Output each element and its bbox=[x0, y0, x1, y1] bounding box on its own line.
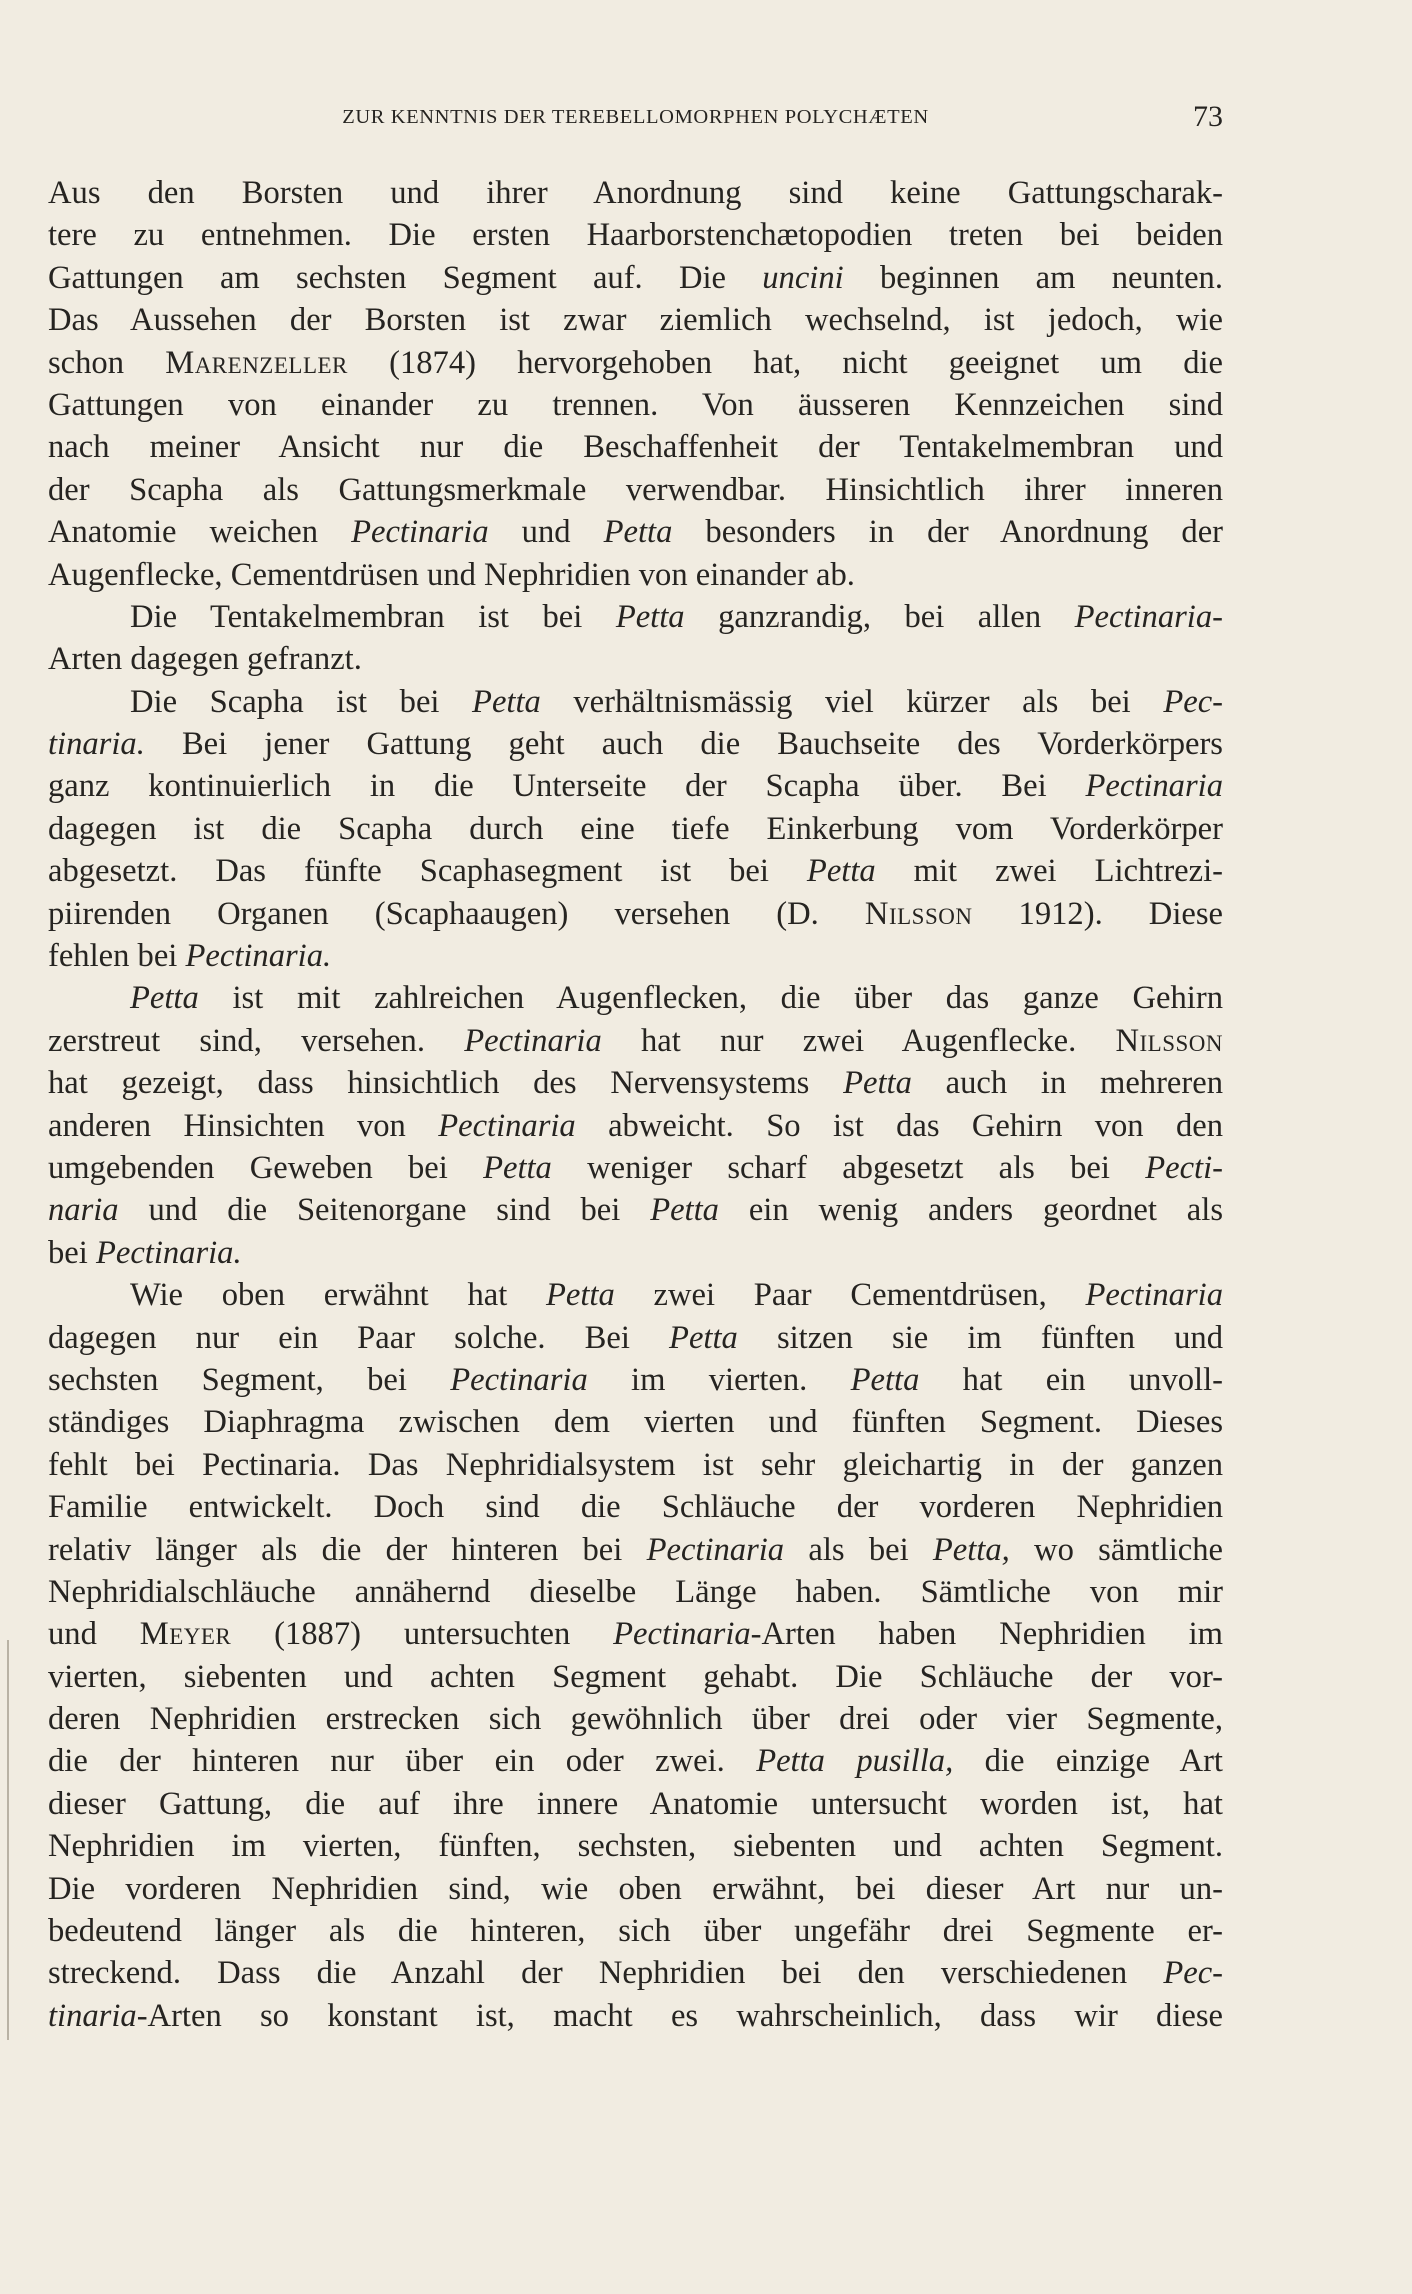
text-run: hat ein unvoll- bbox=[919, 1361, 1223, 1398]
text-line bbox=[48, 1952, 1223, 1994]
body-text bbox=[48, 172, 1223, 2037]
text-run: zerstreut sind, versehen. bbox=[48, 1022, 465, 1059]
text-run: Die Tentakelmembran ist bei bbox=[130, 598, 616, 635]
text-run: ganz kontinuierlich in die Unterseite der Scapha über. Bei bbox=[48, 768, 1086, 805]
italic-term: Petta bbox=[546, 1277, 615, 1314]
text-line bbox=[48, 977, 1223, 1019]
text-line bbox=[48, 426, 1223, 468]
text-run: -Arten haben Nephridien im bbox=[750, 1616, 1223, 1653]
text-run: im vierten. bbox=[587, 1361, 851, 1398]
text-line bbox=[48, 1740, 1223, 1782]
italic-term: Pectinaria- bbox=[1074, 598, 1223, 635]
text-line bbox=[48, 1995, 1223, 2037]
text-run: als bei bbox=[784, 1531, 933, 1568]
text-line bbox=[48, 1825, 1223, 1867]
text-run: 1912). Diese bbox=[972, 895, 1223, 932]
author-name: Meyer bbox=[139, 1616, 232, 1653]
text-line bbox=[48, 1232, 1223, 1274]
text-line bbox=[48, 1274, 1223, 1316]
italic-term: Pectinaria bbox=[1085, 1277, 1223, 1314]
italic-term: Petta bbox=[130, 980, 199, 1017]
text-line bbox=[48, 469, 1223, 511]
italic-term: Pecti- bbox=[1145, 1149, 1223, 1186]
text-run: die der hinteren nur über ein oder zwei. bbox=[48, 1743, 757, 1780]
text-line bbox=[48, 893, 1223, 935]
italic-term: Pectinaria bbox=[646, 1531, 785, 1568]
text-run: und bbox=[48, 1616, 140, 1653]
text-line bbox=[48, 1910, 1223, 1952]
text-run: (1874) hervorgehoben hat, nicht geeignet um die bbox=[347, 344, 1223, 381]
italic-term: tinaria. bbox=[48, 726, 145, 763]
text-run: sechsten Segment, bei bbox=[48, 1361, 451, 1398]
text-line bbox=[48, 808, 1223, 850]
text-run: weniger scharf abgesetzt als bei bbox=[551, 1149, 1146, 1186]
text-line bbox=[48, 850, 1223, 892]
text-run: zwei Paar Cementdrüsen, bbox=[614, 1277, 1086, 1314]
text-run: ganzrandig, bei allen bbox=[684, 598, 1075, 635]
text-run: Familie entwickelt. Doch sind die Schläuche der vorderen Nephridien bbox=[48, 1489, 1223, 1526]
text-line bbox=[48, 1189, 1223, 1231]
italic-term: Petta bbox=[650, 1192, 719, 1229]
italic-term: Pec- bbox=[1163, 1955, 1223, 1992]
italic-term: uncini bbox=[762, 259, 844, 296]
italic-term: Petta bbox=[472, 683, 541, 720]
italic-term: tinaria bbox=[48, 1997, 137, 2034]
italic-term: Petta bbox=[603, 514, 673, 551]
author-name: Nilsson bbox=[864, 895, 973, 932]
text-run: abgesetzt. Das fünfte Scaphasegment ist bei bbox=[48, 853, 807, 890]
text-run: tere zu entnehmen. Die ersten Haarborstenchætopodien treten bei beiden bbox=[48, 217, 1223, 254]
text-run: Nephridialschläuche annähernd dieselbe Länge haben. Sämtliche von mir bbox=[48, 1573, 1223, 1610]
text-run: ist mit zahlreichen Augenflecken, die über das ganze Gehirn bbox=[198, 980, 1223, 1017]
italic-term: naria bbox=[48, 1192, 119, 1229]
text-line bbox=[48, 384, 1223, 426]
text-run: piirenden Organen (Scaphaaugen) versehen (D. bbox=[48, 895, 865, 932]
text-run: Das Aussehen der Borsten ist zwar ziemlich wechselnd, ist jedoch, wie bbox=[48, 302, 1223, 339]
running-head bbox=[48, 100, 1223, 134]
text-run: vierten, siebenten und achten Segment gehabt. Die Schläuche der vor- bbox=[48, 1658, 1223, 1695]
text-line bbox=[48, 681, 1223, 723]
text-line bbox=[48, 1317, 1223, 1359]
text-line bbox=[48, 935, 1223, 977]
text-line bbox=[48, 1571, 1223, 1613]
text-run: abweicht. So ist das Gehirn von den bbox=[575, 1107, 1223, 1144]
text-run: schon bbox=[48, 344, 166, 381]
text-line bbox=[48, 342, 1223, 384]
italic-term: Pectinaria. bbox=[185, 938, 332, 975]
text-run: bei bbox=[48, 1234, 96, 1271]
text-run: Aus den Borsten und ihrer Anordnung sind keine Gattungscharak- bbox=[48, 175, 1223, 211]
italic-term: Pectinaria bbox=[464, 1022, 602, 1059]
text-line bbox=[48, 1698, 1223, 1740]
italic-term: Pectinaria. bbox=[95, 1234, 242, 1271]
text-line bbox=[48, 1486, 1223, 1528]
text-line bbox=[48, 1613, 1223, 1655]
text-run: beginnen am neunten. bbox=[843, 259, 1223, 296]
text-line bbox=[48, 214, 1223, 256]
text-run: umgebenden Geweben bei bbox=[48, 1149, 484, 1186]
text-line bbox=[48, 1783, 1223, 1825]
italic-term: Pectinaria bbox=[438, 1107, 576, 1144]
text-line bbox=[48, 1020, 1223, 1062]
text-run: hat nur zwei Augenflecke. bbox=[601, 1022, 1116, 1059]
margin-mark bbox=[7, 1640, 9, 2040]
text-line bbox=[48, 554, 1223, 596]
text-run: relativ länger als die der hinteren bei bbox=[48, 1531, 647, 1568]
text-line bbox=[48, 723, 1223, 765]
text-run: verhältnismässig viel kürzer als bei bbox=[540, 683, 1164, 720]
text-run: -Arten so konstant ist, macht es wahrscheinlich, dass wir diese bbox=[136, 1997, 1223, 2034]
italic-term: Petta bbox=[669, 1319, 738, 1356]
text-run: streckend. Dass die Anzahl der Nephridien bei den verschiedenen bbox=[48, 1955, 1164, 1992]
running-title: ZUR KENNTNIS DER TEREBELLOMORPHEN POLYCHÆTEN bbox=[342, 106, 929, 128]
text-run: Anatomie weichen bbox=[48, 514, 352, 551]
italic-term: Pectinaria bbox=[351, 514, 489, 551]
italic-term: Petta pusilla, bbox=[756, 1743, 954, 1780]
text-line bbox=[48, 1401, 1223, 1443]
text-run: fehlt bei Pectinaria. Das Nephridialsystem ist sehr gleichartig in der ganzen bbox=[48, 1446, 1223, 1483]
text-run: und bbox=[488, 514, 604, 551]
text-run: hat gezeigt, dass hinsichtlich des Nervensystems bbox=[48, 1065, 844, 1102]
text-run: fehlen bei bbox=[48, 938, 186, 975]
italic-term: Pectinaria bbox=[1085, 768, 1223, 805]
italic-term: Petta bbox=[615, 598, 685, 635]
text-run: Die vorderen Nephridien sind, wie oben erwähnt, bei dieser Art nur un- bbox=[48, 1870, 1223, 1907]
text-run: der Scapha als Gattungsmerkmale verwendbar. Hinsichtlich ihrer inneren bbox=[48, 471, 1223, 508]
italic-term: Pectinaria bbox=[450, 1361, 588, 1398]
text-line bbox=[48, 765, 1223, 807]
text-line bbox=[48, 511, 1223, 553]
text-line bbox=[48, 1444, 1223, 1486]
page-number: 73 bbox=[1193, 100, 1223, 133]
author-name: Nilsson bbox=[1115, 1022, 1223, 1059]
text-line bbox=[48, 299, 1223, 341]
text-line bbox=[48, 1062, 1223, 1104]
text-line bbox=[48, 1105, 1223, 1147]
text-run: dagegen ist die Scapha durch eine tiefe Einkerbung vom Vorderkörper bbox=[48, 810, 1223, 847]
text-run: Wie oben erwähnt hat bbox=[130, 1277, 546, 1314]
text-line bbox=[48, 1529, 1223, 1571]
text-run: deren Nephridien erstrecken sich gewöhnlich über drei oder vier Segmente, bbox=[48, 1701, 1223, 1738]
text-run: Augenflecke, Cementdrüsen und Nephridien von einander ab. bbox=[48, 556, 855, 593]
italic-term: Pectinaria bbox=[613, 1616, 751, 1653]
italic-term: Petta bbox=[806, 853, 876, 890]
text-run: auch in mehreren bbox=[911, 1065, 1223, 1102]
text-run: Bei jener Gattung geht auch die Bauchseite des Vorderkörpers bbox=[144, 726, 1223, 763]
text-run: Nephridien im vierten, fünften, sechsten, siebenten und achten Segment. bbox=[48, 1828, 1223, 1865]
text-run: sitzen sie im fünften und bbox=[737, 1319, 1223, 1356]
italic-term: Pec- bbox=[1163, 683, 1223, 720]
text-run: anderen Hinsichten von bbox=[48, 1107, 439, 1144]
text-run: Gattungen am sechsten Segment auf. Die bbox=[48, 259, 763, 296]
text-run: bedeutend länger als die hinteren, sich über ungefähr drei Segmente er- bbox=[48, 1913, 1223, 1950]
italic-term: Petta bbox=[843, 1065, 912, 1102]
text-run: Gattungen von einander zu trennen. Von äusseren Kennzeichen sind bbox=[48, 386, 1223, 423]
text-run: dagegen nur ein Paar solche. Bei bbox=[48, 1319, 670, 1356]
text-run: besonders in der Anordnung der bbox=[672, 514, 1223, 551]
text-run: die einzige Art bbox=[953, 1743, 1223, 1780]
text-line bbox=[48, 1656, 1223, 1698]
text-run: und die Seitenorgane sind bei bbox=[118, 1192, 651, 1229]
italic-term: Petta, bbox=[932, 1531, 1010, 1568]
text-run: ständiges Diaphragma zwischen dem vierten und fünften Segment. Dieses bbox=[48, 1404, 1223, 1441]
text-run: mit zwei Lichtrezi- bbox=[875, 853, 1223, 890]
text-run: dieser Gattung, die auf ihre innere Anatomie untersucht worden ist, hat bbox=[48, 1785, 1223, 1822]
text-line bbox=[48, 1868, 1223, 1910]
text-run: nach meiner Ansicht nur die Beschaffenheit der Tentakelmembran und bbox=[48, 429, 1223, 466]
text-run: Die Scapha ist bei bbox=[130, 683, 473, 720]
text-line bbox=[48, 172, 1223, 214]
text-run: wo sämtliche bbox=[1009, 1531, 1223, 1568]
italic-term: Petta bbox=[850, 1361, 920, 1398]
text-line bbox=[48, 257, 1223, 299]
text-line bbox=[48, 638, 1223, 680]
italic-term: Petta bbox=[483, 1149, 552, 1186]
text-line bbox=[48, 1359, 1223, 1401]
text-run: (1887) untersuchten bbox=[231, 1616, 614, 1653]
text-line bbox=[48, 596, 1223, 638]
text-run: Arten dagegen gefranzt. bbox=[48, 641, 362, 678]
author-name: Marenzeller bbox=[165, 344, 348, 381]
text-line bbox=[48, 1147, 1223, 1189]
text-run: ein wenig anders geordnet als bbox=[718, 1192, 1223, 1229]
